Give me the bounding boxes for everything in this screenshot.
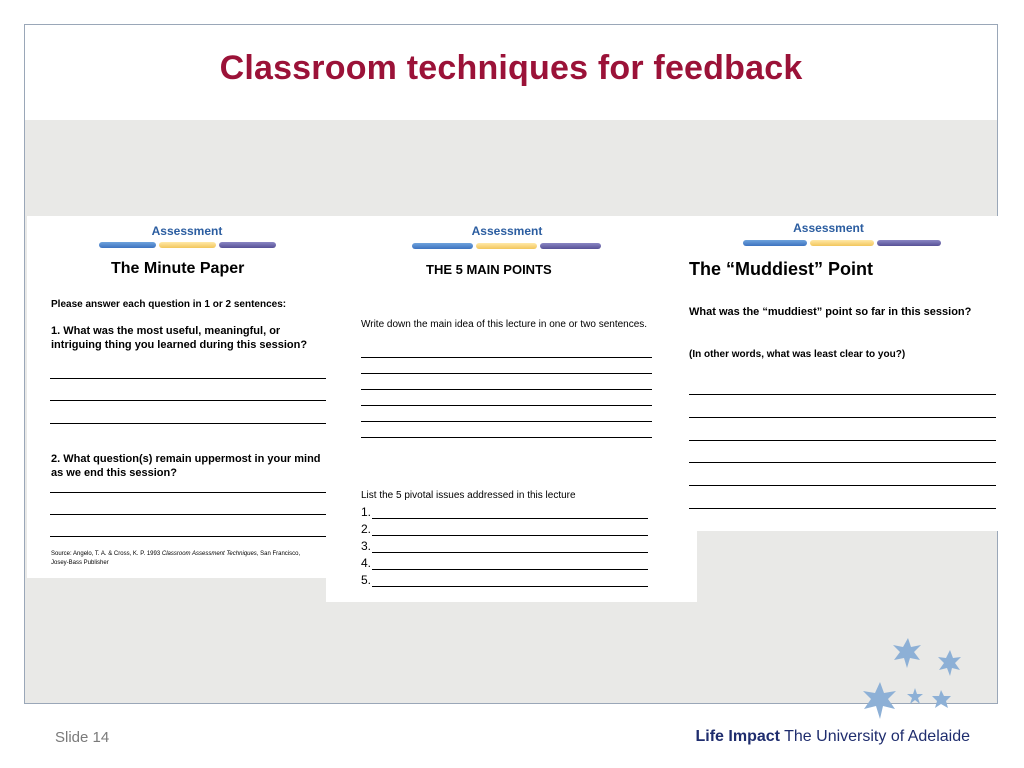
answer-line <box>50 536 326 537</box>
numbered-line: 2. <box>361 522 648 536</box>
question-2: 2. What question(s) remain uppermost in your mind as we end this session? <box>51 453 321 479</box>
numbered-line: 1. <box>361 505 648 519</box>
answer-line <box>689 462 996 463</box>
answer-line <box>689 417 996 418</box>
numbered-line: 3. <box>361 539 648 553</box>
instructions-text: Please answer each question in 1 or 2 sentences: <box>51 299 287 310</box>
answer-line <box>361 437 652 438</box>
answer-line <box>50 400 326 401</box>
star-icon <box>932 690 951 708</box>
answer-line <box>50 492 326 493</box>
card-title: The Minute Paper <box>111 260 245 277</box>
assessment-header: Assessment <box>793 221 864 235</box>
star-icon <box>863 682 896 719</box>
source-citation: Source: Angelo, T. A. & Cross, K. P. 1993 Classroom Assessment Techniques, San Francisco, Josey-Bass Publisher <box>51 551 301 566</box>
answer-line <box>361 389 652 390</box>
muddiest-question: What was the “muddiest” point so far in this session? <box>689 306 972 318</box>
minute-paper-card <box>27 216 327 578</box>
slide-title: Classroom techniques for feedback <box>219 49 803 87</box>
card-title: THE 5 MAIN POINTS <box>426 262 552 277</box>
answer-line <box>689 508 996 509</box>
title-band <box>25 25 997 120</box>
assessment-header: Assessment <box>471 224 543 238</box>
muddiest-point-card <box>678 216 998 531</box>
assessment-bars <box>412 243 601 249</box>
answer-line <box>689 485 996 486</box>
answer-line <box>689 440 996 441</box>
answer-line <box>361 421 652 422</box>
answer-line <box>689 394 996 395</box>
star-icon <box>893 638 921 668</box>
answer-line <box>361 357 652 358</box>
assessment-header: Assessment <box>151 224 223 238</box>
assessment-bars <box>99 242 276 248</box>
numbered-line: 5. <box>361 573 648 587</box>
answer-line <box>50 378 326 379</box>
muddiest-note: (In other words, what was least clear to you?) <box>689 349 906 360</box>
answer-line <box>361 405 652 406</box>
footer-brand: Life Impact The University of Adelaide <box>695 728 970 745</box>
answer-line <box>50 423 326 424</box>
answer-line <box>361 373 652 374</box>
pivotal-issues-prompt: List the 5 pivotal issues addressed in this lecture <box>361 490 576 501</box>
card-title: The “Muddiest” Point <box>689 259 873 279</box>
stars-decoration <box>855 630 975 730</box>
main-idea-prompt: Write down the main idea of this lecture in one or two sentences. <box>361 319 648 330</box>
question-1: 1. What was the most useful, meaningful, or intriguing thing you learned during this session? <box>51 325 308 351</box>
answer-line <box>50 514 326 515</box>
five-main-points-card <box>326 216 697 602</box>
star-icon <box>907 688 923 704</box>
star-icon <box>938 650 961 676</box>
numbered-line: 4. <box>361 556 648 570</box>
slide-number: Slide 14 <box>55 729 110 746</box>
assessment-bars <box>743 240 941 246</box>
